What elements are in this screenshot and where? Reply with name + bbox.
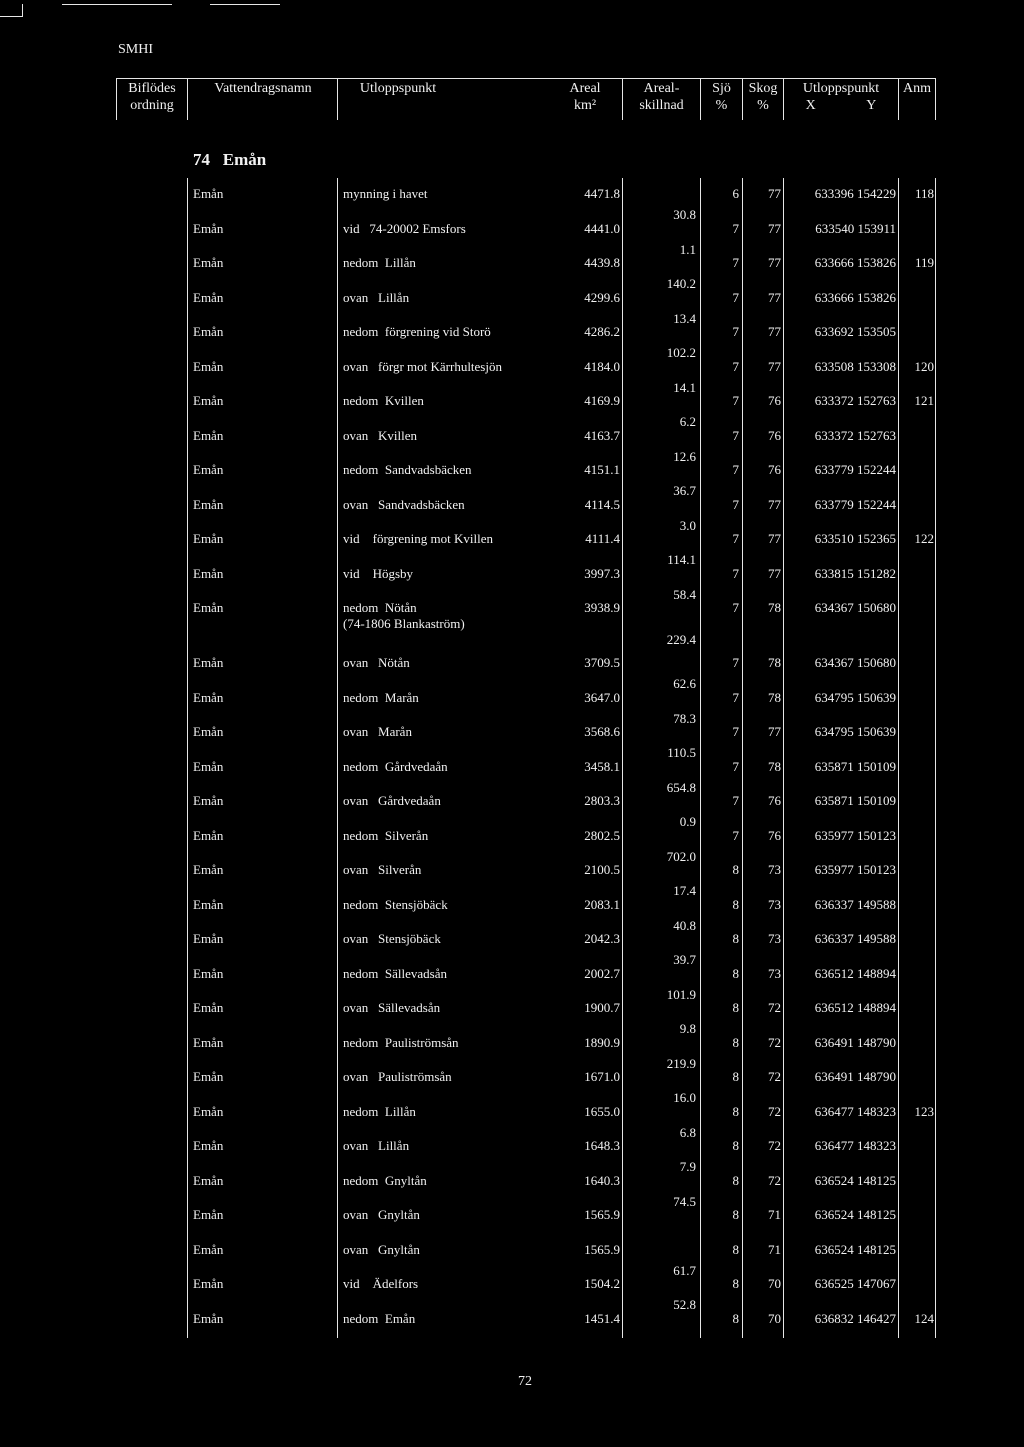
col-sjo — [701, 80, 742, 114]
row-location: nedom Pauliströmsån — [343, 1034, 459, 1050]
area-difference: 74.5 — [673, 1193, 696, 1209]
row-name: Emån — [193, 689, 224, 705]
row-area: 3568.6 — [584, 724, 620, 739]
row-skog: 73 — [768, 931, 781, 946]
row-area: 1640.3 — [584, 1172, 620, 1188]
row-xy: 633372 152763 — [814, 393, 896, 408]
row-location: ovan Gnyltån — [343, 1207, 420, 1222]
row-xy: 633779 152244 — [814, 462, 896, 477]
row-sjo: 8 — [732, 1069, 739, 1084]
row-name: Emån — [193, 531, 224, 546]
col-utloppspunkt — [784, 80, 898, 114]
row-area: 3647.0 — [584, 689, 620, 705]
row-xy: 636337 149588 — [814, 896, 896, 912]
row-area: 4114.5 — [584, 496, 620, 512]
row-sjo: 6 — [732, 186, 739, 201]
row-location: nedom Gnyltån — [343, 1172, 427, 1188]
row-location: ovan förgr mot Kärrhultesjön — [343, 358, 502, 374]
row-anm: 124 — [914, 1310, 934, 1326]
row-location: ovan Gårdvedaån — [343, 793, 441, 808]
row-name: Emån — [193, 896, 224, 912]
row-skog: 73 — [768, 965, 781, 981]
area-difference: 39.7 — [673, 952, 696, 968]
row-skog: 76 — [768, 393, 781, 408]
row-skog: 72 — [768, 1103, 781, 1119]
row-sjo: 7 — [732, 600, 739, 615]
row-area: 4441.0 — [584, 220, 620, 236]
col-skog-1: Skog — [748, 81, 778, 96]
row-name: Emån — [193, 1138, 224, 1153]
row-skog: 77 — [768, 724, 781, 739]
col-sjo-1: Sjö — [712, 81, 731, 96]
area-difference: 52.8 — [673, 1297, 696, 1313]
row-location: nedom Lillån — [343, 1103, 416, 1119]
rule-diff — [700, 178, 701, 1338]
row-sjo: 7 — [732, 565, 739, 581]
row-xy: 636477 148323 — [814, 1103, 896, 1119]
row-name: Emån — [193, 655, 224, 670]
row-area: 1451.4 — [584, 1310, 620, 1326]
row-location: ovan Kvillen — [343, 427, 418, 443]
row-location: ovan Lillån — [343, 1138, 410, 1153]
row-area: 4163.7 — [584, 427, 620, 443]
area-difference: 229.4 — [666, 631, 696, 647]
col-sjo-2: % — [715, 98, 728, 113]
row-name: Emån — [193, 931, 224, 946]
row-skog: 76 — [768, 462, 781, 477]
row-name: Emån — [193, 600, 224, 615]
row-anm: 119 — [914, 255, 934, 270]
row-sjo: 7 — [732, 496, 739, 512]
top-rule-mid — [62, 4, 172, 5]
row-area: 4111.4 — [585, 531, 620, 546]
row-sjo: 8 — [732, 1103, 739, 1119]
row-anm: 121 — [914, 393, 934, 408]
row-xy: 636524 148125 — [814, 1207, 896, 1222]
area-difference: 0.9 — [679, 814, 696, 830]
rule-loc — [337, 178, 338, 1338]
row-area: 4286.2 — [584, 324, 620, 339]
row-sjo: 8 — [732, 1172, 739, 1188]
area-difference: 9.8 — [679, 1021, 696, 1037]
row-skog: 77 — [768, 496, 781, 512]
top-rule-right — [210, 4, 280, 5]
rule-anm — [935, 178, 936, 1338]
area-difference: 6.8 — [679, 1124, 696, 1140]
row-anm: 122 — [914, 531, 934, 546]
row-area: 4169.9 — [584, 393, 620, 408]
row-sjo: 8 — [732, 931, 739, 946]
row-skog: 73 — [768, 896, 781, 912]
area-difference: 78.3 — [673, 710, 696, 726]
row-location-2: (74-1806 Blankaström) — [343, 616, 465, 631]
row-area: 2100.5 — [584, 862, 620, 877]
row-xy: 633666 153826 — [814, 289, 896, 305]
row-skog: 72 — [768, 1069, 781, 1084]
col-up-xy — [784, 97, 898, 114]
row-xy: 633815 151282 — [814, 565, 896, 581]
area-difference: 6.2 — [679, 414, 696, 430]
area-difference: 110.5 — [667, 745, 696, 761]
row-skog: 72 — [768, 1172, 781, 1188]
row-location: ovan Sandvadsbäcken — [343, 496, 465, 512]
row-sjo: 8 — [732, 1207, 739, 1222]
row-skog: 77 — [768, 565, 781, 581]
row-skog: 78 — [768, 655, 781, 670]
row-location: nedom förgrening vid Storö — [343, 324, 491, 339]
area-difference: 219.9 — [666, 1055, 696, 1071]
row-name: Emån — [193, 1103, 224, 1119]
col-anm: Anm — [903, 81, 931, 96]
area-difference: 140.2 — [666, 276, 696, 292]
row-name: Emån — [193, 1034, 224, 1050]
row-xy: 633540 153911 — [815, 220, 896, 236]
row-name: Emån — [193, 862, 224, 877]
row-xy: 633396 154229 — [814, 186, 896, 201]
row-xy: 636524 148125 — [814, 1172, 896, 1188]
row-xy: 636491 148790 — [814, 1069, 896, 1084]
row-area: 1900.7 — [584, 1000, 620, 1015]
row-area: 4471.8 — [584, 186, 620, 201]
row-sjo: 7 — [732, 724, 739, 739]
row-name: Emån — [193, 758, 224, 774]
row-area: 2802.5 — [584, 827, 620, 843]
row-name: Emån — [193, 427, 224, 443]
row-location: nedom Gårdvedaån — [343, 758, 448, 774]
row-skog: 76 — [768, 827, 781, 843]
area-difference: 13.4 — [673, 310, 696, 326]
row-sjo: 8 — [732, 1310, 739, 1326]
row-anm: 118 — [914, 186, 934, 201]
col-up-1: Utloppspunkt — [802, 81, 880, 96]
area-difference: 102.2 — [666, 345, 696, 361]
area-difference: 36.7 — [673, 483, 696, 499]
row-location: nedom Sandvadsbäcken — [343, 462, 472, 477]
row-area: 4151.1 — [584, 462, 620, 477]
col-vattendrag: Vattendragsnamn — [214, 81, 312, 96]
row-sjo: 7 — [732, 358, 739, 374]
row-skog: 78 — [768, 758, 781, 774]
row-location: vid Ädelfors — [343, 1276, 419, 1291]
rule-left — [187, 178, 188, 1338]
row-sjo: 8 — [732, 896, 739, 912]
row-xy: 636337 149588 — [814, 931, 896, 946]
top-rule-left — [0, 16, 22, 17]
area-difference: 61.7 — [673, 1262, 696, 1278]
row-xy: 633666 153826 — [814, 255, 896, 270]
row-location: ovan Gnyltån — [343, 1241, 420, 1257]
row-skog: 71 — [768, 1241, 781, 1257]
row-area: 1648.3 — [584, 1138, 620, 1153]
row-xy: 633372 152763 — [814, 427, 896, 443]
area-difference: 654.8 — [666, 779, 696, 795]
row-name: Emån — [193, 1000, 224, 1015]
row-name: Emån — [193, 358, 224, 374]
row-name: Emån — [193, 220, 224, 236]
row-sjo: 7 — [732, 220, 739, 236]
section-title: 74 Emån — [193, 150, 267, 169]
row-area: 2042.3 — [584, 931, 620, 946]
col-biflodes — [117, 80, 187, 114]
row-name: Emån — [193, 793, 224, 808]
row-location: vid 74-20002 Emsfors — [343, 220, 466, 236]
row-location: nedom Nötån — [343, 600, 417, 615]
area-difference: 30.8 — [673, 207, 696, 223]
row-name: Emån — [193, 496, 224, 512]
row-name: Emån — [193, 965, 224, 981]
row-skog: 78 — [768, 600, 781, 615]
row-xy: 635977 150123 — [814, 827, 896, 843]
area-difference: 7.9 — [679, 1159, 696, 1175]
col-areal — [545, 80, 625, 114]
row-location: ovan Nötån — [343, 655, 410, 670]
row-sjo: 7 — [732, 689, 739, 705]
row-skog: 77 — [768, 220, 781, 236]
row-area: 2002.7 — [584, 965, 620, 981]
row-sjo: 7 — [732, 324, 739, 339]
col-arealskillnad — [623, 80, 700, 114]
row-xy: 635977 150123 — [814, 862, 896, 877]
row-location: ovan Silverån — [343, 862, 422, 877]
row-skog: 77 — [768, 255, 781, 270]
row-name: Emån — [193, 1241, 224, 1257]
row-xy: 633508 153308 — [814, 358, 896, 374]
row-xy: 636525 147067 — [814, 1276, 896, 1291]
row-skog: 70 — [768, 1276, 781, 1291]
row-sjo: 8 — [732, 1138, 739, 1153]
row-sjo: 8 — [732, 1034, 739, 1050]
col-biflodes-2: ordning — [130, 98, 174, 113]
hdr-sep — [935, 78, 936, 120]
row-area: 1655.0 — [584, 1103, 620, 1119]
col-arealsk-1: Areal- — [643, 81, 680, 96]
rule-skog — [783, 178, 784, 1338]
row-skog: 77 — [768, 531, 781, 546]
area-difference: 3.0 — [679, 517, 696, 533]
row-xy: 633510 152365 — [814, 531, 896, 546]
row-xy: 633779 152244 — [814, 496, 896, 512]
row-location: nedom Sällevadsån — [343, 965, 447, 981]
area-difference: 14.1 — [673, 379, 696, 395]
row-name: Emån — [193, 724, 224, 739]
col-skog — [743, 80, 783, 114]
col-areal-2: km² — [573, 98, 597, 113]
header-text: SMHI — [118, 42, 154, 57]
row-location: ovan Sällevadsån — [343, 1000, 441, 1015]
area-difference: 40.8 — [673, 917, 696, 933]
row-skog: 72 — [768, 1034, 781, 1050]
row-name: Emån — [193, 827, 224, 843]
col-up-y: Y — [866, 98, 877, 113]
row-location: nedom Silverån — [343, 827, 429, 843]
area-difference: 12.6 — [673, 448, 696, 464]
row-xy: 635871 150109 — [814, 793, 896, 808]
area-difference: 16.0 — [673, 1090, 696, 1106]
area-difference: 1.1 — [679, 241, 696, 257]
row-skog: 77 — [768, 324, 781, 339]
row-location: ovan Marån — [343, 724, 412, 739]
row-anm: 120 — [914, 358, 934, 374]
row-area: 1671.0 — [584, 1069, 620, 1084]
top-rule-tick — [22, 4, 23, 17]
area-difference: 58.4 — [673, 586, 696, 602]
row-location: nedom Marån — [343, 689, 419, 705]
row-skog: 77 — [768, 289, 781, 305]
row-name: Emån — [193, 1310, 224, 1326]
row-location: mynning i havet — [343, 186, 428, 201]
row-xy: 636512 148894 — [814, 1000, 896, 1015]
row-skog: 70 — [768, 1310, 781, 1326]
row-sjo: 7 — [732, 393, 739, 408]
row-area: 4184.0 — [584, 358, 620, 374]
row-area: 2083.1 — [584, 896, 620, 912]
col-areal-1: Areal — [569, 81, 601, 96]
row-location: nedom Kvillen — [343, 393, 424, 408]
rule-area — [622, 178, 623, 1338]
row-xy: 636512 148894 — [814, 965, 896, 981]
row-skog: 76 — [768, 427, 781, 443]
row-skog: 78 — [768, 689, 781, 705]
row-area: 1890.9 — [584, 1034, 620, 1050]
row-location: vid förgrening mot Kvillen — [343, 531, 493, 546]
row-name: Emån — [193, 324, 224, 339]
row-sjo: 7 — [732, 255, 739, 270]
area-difference: 702.0 — [666, 848, 696, 864]
row-area: 4439.8 — [584, 255, 620, 270]
row-skog: 76 — [768, 793, 781, 808]
row-sjo: 7 — [732, 462, 739, 477]
row-sjo: 8 — [732, 1000, 739, 1015]
row-xy: 633692 153505 — [814, 324, 896, 339]
row-name: Emån — [193, 1207, 224, 1222]
row-sjo: 7 — [732, 531, 739, 546]
row-sjo: 7 — [732, 289, 739, 305]
row-location: vid Högsby — [343, 565, 414, 581]
row-area: 1565.9 — [584, 1241, 620, 1257]
row-skog: 71 — [768, 1207, 781, 1222]
row-anm: 123 — [914, 1103, 934, 1119]
row-sjo: 8 — [732, 1241, 739, 1257]
col-up-x: X — [805, 98, 816, 113]
row-xy: 636832 146427 — [814, 1310, 896, 1326]
row-skog: 72 — [768, 1000, 781, 1015]
row-name: Emån — [193, 186, 224, 201]
row-name: Emån — [193, 1276, 224, 1291]
area-difference: 62.6 — [673, 676, 696, 692]
row-sjo: 7 — [732, 655, 739, 670]
row-name: Emån — [193, 289, 224, 305]
row-xy: 634795 150639 — [814, 689, 896, 705]
row-name: Emån — [193, 1069, 224, 1084]
row-xy: 634795 150639 — [814, 724, 896, 739]
row-area: 1565.9 — [584, 1207, 620, 1222]
row-name: Emån — [193, 462, 224, 477]
col-biflodes-1: Biflödes — [128, 81, 176, 96]
row-xy: 636524 148125 — [814, 1241, 896, 1257]
row-sjo: 8 — [732, 1276, 739, 1291]
col-skog-2: % — [757, 98, 769, 113]
row-name: Emån — [193, 1172, 224, 1188]
row-xy: 634367 150680 — [814, 655, 896, 670]
row-area: 1504.2 — [584, 1276, 620, 1291]
row-skog: 73 — [768, 862, 781, 877]
row-area: 4299.6 — [584, 289, 620, 305]
row-skog: 77 — [768, 358, 781, 374]
area-difference: 101.9 — [666, 986, 696, 1002]
row-skog: 72 — [768, 1138, 781, 1153]
row-name: Emån — [193, 255, 224, 270]
area-difference: 114.1 — [667, 552, 696, 568]
row-location: nedom Emån — [343, 1310, 416, 1326]
row-xy: 635871 150109 — [814, 758, 896, 774]
row-location: ovan Stensjöbäck — [343, 931, 441, 946]
page-number: 72 — [518, 1374, 532, 1389]
row-xy: 634367 150680 — [814, 600, 896, 615]
rule-xy — [898, 178, 899, 1338]
row-name: Emån — [193, 393, 224, 408]
row-area: 3997.3 — [584, 565, 620, 581]
row-area: 3458.1 — [584, 758, 620, 774]
row-area: 2803.3 — [584, 793, 620, 808]
row-location: ovan Lillån — [343, 289, 410, 305]
row-name: Emån — [193, 565, 224, 581]
row-xy: 636477 148323 — [814, 1138, 896, 1153]
row-sjo: 7 — [732, 758, 739, 774]
col-arealsk-2: skillnad — [639, 98, 684, 113]
row-location: nedom Stensjöbäck — [343, 896, 448, 912]
row-sjo: 8 — [732, 965, 739, 981]
row-skog: 77 — [768, 186, 781, 201]
row-location: ovan Pauliströmsån — [343, 1069, 452, 1084]
header-top-rule — [116, 78, 936, 79]
row-area: 3938.9 — [584, 600, 620, 615]
area-difference: 17.4 — [673, 883, 696, 899]
row-sjo: 7 — [732, 793, 739, 808]
row-sjo: 7 — [732, 827, 739, 843]
col-utlopp: Utloppspunkt — [359, 81, 437, 96]
row-sjo: 7 — [732, 427, 739, 443]
row-sjo: 8 — [732, 862, 739, 877]
row-area: 3709.5 — [584, 655, 620, 670]
rule-sjo — [742, 178, 743, 1338]
row-xy: 636491 148790 — [814, 1034, 896, 1050]
row-location: nedom Lillån — [343, 255, 416, 270]
